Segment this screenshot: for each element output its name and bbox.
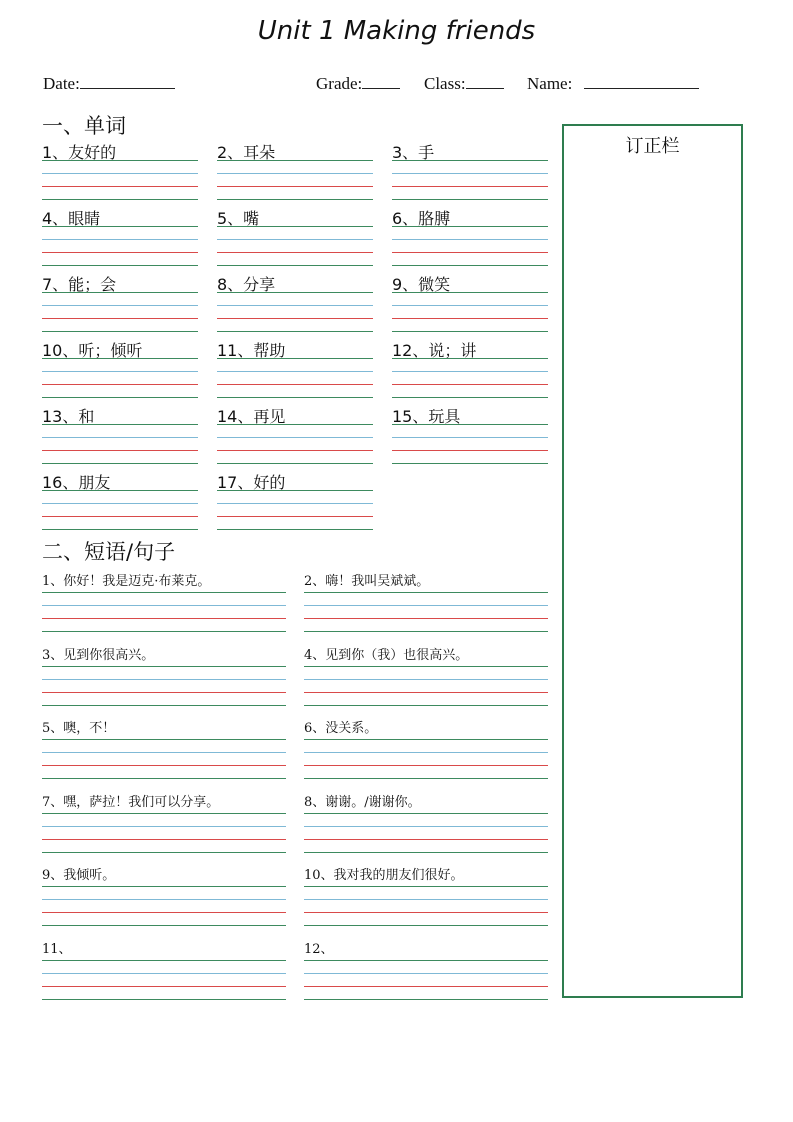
writing-line [304,705,548,706]
writing-line [42,503,198,504]
writing-line [42,397,198,398]
writing-line [217,516,373,517]
grade-field [316,74,400,94]
writing-line [217,503,373,504]
writing-line [217,292,373,293]
writing-line [217,239,373,240]
writing-line [42,886,286,887]
writing-line [217,160,373,161]
writing-line [42,516,198,517]
writing-line [392,239,548,240]
word-prompt: 4、眼睛 [42,209,101,228]
word-prompt: 16、朋友 [42,473,111,492]
writing-line [392,450,548,451]
word-item[interactable] [392,404,548,458]
writing-line [217,358,373,359]
writing-line [42,371,198,372]
writing-line [42,160,198,161]
writing-line [392,318,548,319]
phrase-prompt: 6、没关系。 [304,721,378,736]
writing-line [217,186,373,187]
word-item[interactable] [217,272,373,326]
writing-line [42,778,286,779]
writing-line [42,592,286,593]
writing-line [42,666,286,667]
writing-line [392,437,548,438]
writing-line [217,226,373,227]
writing-line [42,986,286,987]
writing-line [392,305,548,306]
word-prompt: 3、手 [392,143,435,162]
phrase-prompt: 2、嗨！我叫吴斌斌。 [304,574,430,589]
phrase-prompt: 1、你好！我是迈克·布莱克。 [42,574,211,589]
word-item[interactable] [217,404,373,458]
grade-label: Grade: [316,74,363,93]
phrase-item[interactable] [42,864,286,924]
writing-line [217,252,373,253]
writing-line [392,371,548,372]
phrase-item[interactable] [304,938,548,998]
writing-line [392,292,548,293]
correction-column[interactable] [562,124,743,998]
writing-line [392,265,548,266]
word-item[interactable] [392,338,548,392]
word-prompt: 12、说；讲 [392,341,477,360]
writing-line [217,173,373,174]
writing-line [42,490,198,491]
writing-line [304,692,548,693]
phrase-prompt: 4、见到你（我）也很高兴。 [304,647,469,663]
date-field [43,74,175,94]
word-prompt: 10、听；倾听 [42,341,143,360]
writing-line [42,450,198,451]
writing-line [304,778,548,779]
correction-title: 订正栏 [625,136,680,157]
word-prompt: 1、友好的 [42,143,117,162]
writing-line [392,424,548,425]
writing-line [304,592,548,593]
name-blank[interactable] [584,74,699,89]
writing-line [392,463,548,464]
word-prompt: 13、和 [42,407,95,426]
writing-line [392,384,548,385]
writing-line [392,186,548,187]
writing-line [217,371,373,372]
writing-line [42,912,286,913]
writing-line [304,618,548,619]
phrase-item[interactable] [42,570,286,630]
phrases-section-title: 二、短语/句子 [42,540,176,564]
writing-line [42,739,286,740]
writing-line [42,226,198,227]
phrase-prompt: 5、噢，不！ [42,721,116,736]
writing-line [42,973,286,974]
writing-line [217,529,373,530]
writing-line [42,265,198,266]
writing-line [304,666,548,667]
writing-line [304,752,548,753]
phrase-item[interactable] [42,791,286,851]
writing-line [392,226,548,227]
word-prompt: 7、能；会 [42,275,117,294]
writing-line [217,305,373,306]
writing-line [42,529,198,530]
writing-line [304,999,548,1000]
writing-line [42,631,286,632]
word-item[interactable] [217,338,373,392]
writing-line [304,839,548,840]
phrase-item[interactable] [304,864,548,924]
word-item[interactable] [42,206,198,260]
word-item[interactable] [392,206,548,260]
writing-line [304,986,548,987]
word-prompt: 11、帮助 [217,341,286,360]
writing-line [42,186,198,187]
worksheet-title: Unit 1 Making friends [257,16,536,46]
class-field [424,74,504,94]
phrase-prompt: 12、 [304,941,334,957]
word-item[interactable] [217,470,373,524]
phrase-item[interactable] [304,644,548,704]
writing-line [304,899,548,900]
writing-line [217,265,373,266]
word-prompt: 6、胳膊 [392,209,451,228]
grade-blank[interactable] [362,74,400,89]
writing-line [217,450,373,451]
writing-line [392,358,548,359]
writing-line [304,813,548,814]
phrase-item[interactable] [304,717,548,777]
word-item[interactable] [42,272,198,326]
writing-line [217,424,373,425]
date-label: Date: [43,74,80,93]
phrase-prompt: 11、 [42,941,72,957]
writing-line [217,397,373,398]
phrase-prompt: 9、我倾听。 [42,868,116,883]
writing-line [42,605,286,606]
writing-line [42,173,198,174]
writing-line [42,463,198,464]
writing-line [304,925,548,926]
writing-line [42,618,286,619]
writing-line [392,173,548,174]
word-item[interactable] [392,272,548,326]
phrase-item[interactable] [42,717,286,777]
word-item[interactable] [42,404,198,458]
word-prompt: 9、微笑 [392,275,451,294]
writing-line [42,839,286,840]
word-prompt: 15、玩具 [392,407,461,426]
phrase-prompt: 3、见到你很高兴。 [42,647,155,663]
writing-line [304,679,548,680]
writing-line [304,912,548,913]
writing-line [42,705,286,706]
words-section-title: 一、单词 [42,114,126,138]
writing-line [304,826,548,827]
writing-line [217,318,373,319]
writing-line [392,199,548,200]
writing-line [42,826,286,827]
word-item[interactable] [217,206,373,260]
writing-line [217,437,373,438]
writing-line [42,384,198,385]
writing-line [304,960,548,961]
writing-line [392,331,548,332]
writing-line [42,424,198,425]
writing-line [392,397,548,398]
writing-line [42,239,198,240]
writing-line [304,739,548,740]
writing-line [392,160,548,161]
writing-line [392,252,548,253]
writing-line [217,199,373,200]
class-blank[interactable] [466,74,504,89]
writing-line [304,852,548,853]
phrase-item[interactable] [42,938,286,998]
writing-line [42,899,286,900]
writing-line [42,925,286,926]
writing-line [42,813,286,814]
writing-line [42,331,198,332]
writing-line [42,437,198,438]
writing-line [42,318,198,319]
writing-line [217,463,373,464]
name-field [527,74,699,94]
writing-line [42,752,286,753]
writing-line [42,999,286,1000]
writing-line [217,331,373,332]
word-prompt: 8、分享 [217,275,276,294]
word-prompt: 14、再见 [217,407,286,426]
word-prompt: 17、好的 [217,473,286,492]
writing-line [42,199,198,200]
writing-line [42,692,286,693]
writing-line [304,886,548,887]
writing-line [304,973,548,974]
writing-line [42,960,286,961]
writing-line [42,679,286,680]
phrase-prompt: 8、谢谢。/谢谢你。 [304,794,421,810]
writing-line [42,305,198,306]
word-item[interactable] [42,338,198,392]
phrase-prompt: 10、我对我的朋友们很好。 [304,868,464,883]
writing-line [217,490,373,491]
word-item[interactable] [42,140,198,194]
phrase-item[interactable] [304,791,548,851]
writing-line [42,765,286,766]
word-item[interactable] [42,470,198,524]
phrase-item[interactable] [304,570,548,630]
writing-line [42,852,286,853]
date-blank[interactable] [80,74,175,89]
phrase-prompt: 7、嘿，萨拉！我们可以分享。 [42,794,220,810]
word-prompt: 2、耳朵 [217,143,276,162]
writing-line [217,384,373,385]
writing-line [42,358,198,359]
class-label: Class: [424,74,466,93]
writing-line [42,252,198,253]
writing-line [304,631,548,632]
word-prompt: 5、嘴 [217,209,260,228]
word-item[interactable] [392,140,548,194]
writing-line [304,605,548,606]
name-label: Name: [527,74,573,93]
phrase-item[interactable] [42,644,286,704]
word-item[interactable] [217,140,373,194]
writing-line [304,765,548,766]
writing-line [42,292,198,293]
